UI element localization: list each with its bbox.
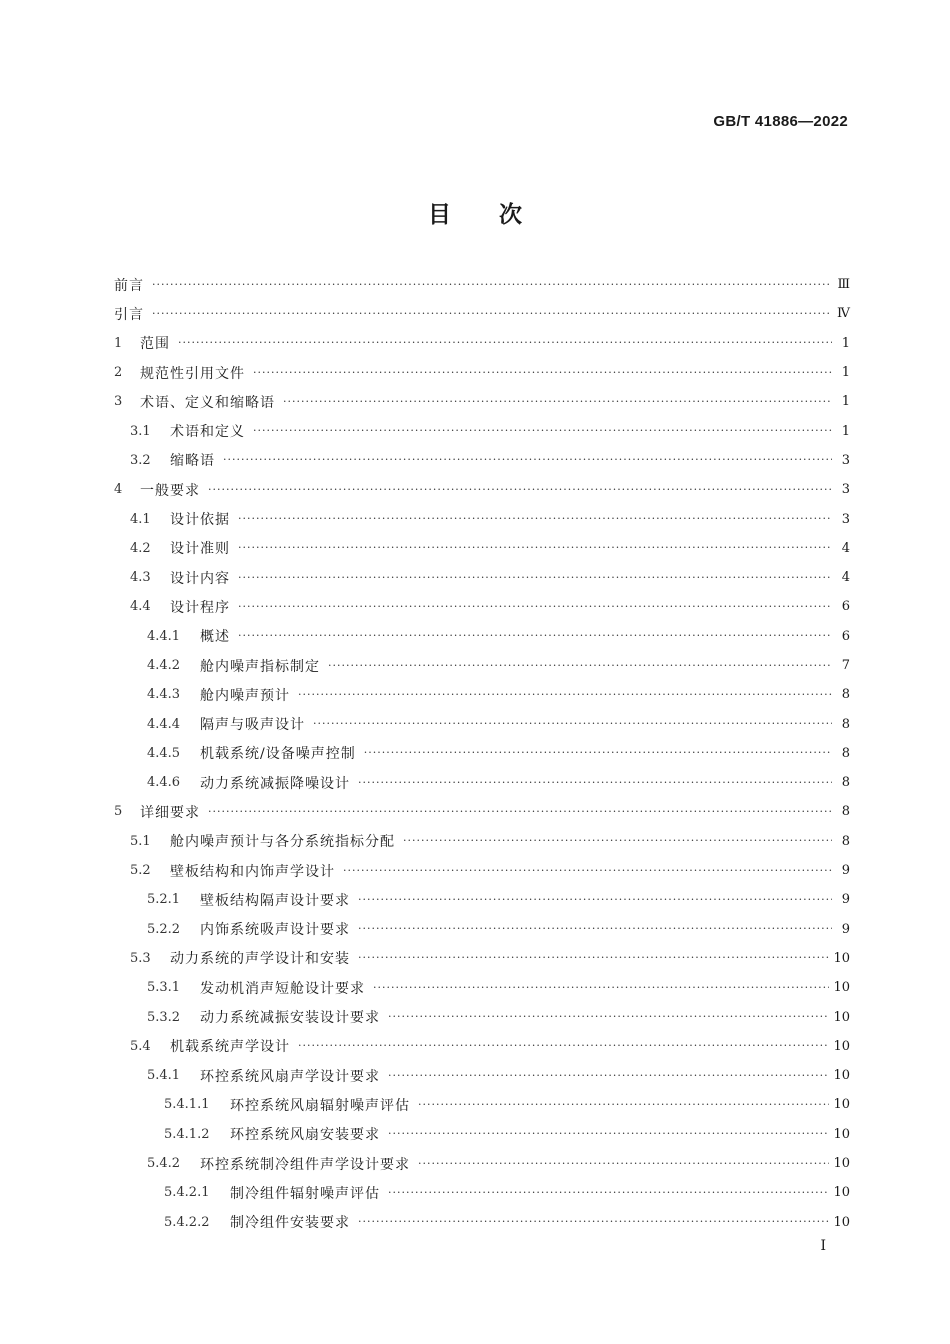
toc-entry-number: 4.4.1	[147, 628, 181, 644]
toc-entry[interactable]	[114, 475, 850, 504]
toc-entry-number: 4.4	[130, 599, 151, 615]
toc-leader-dots	[388, 1127, 829, 1141]
toc-leader-dots	[343, 864, 832, 878]
toc-leader-dots	[238, 600, 832, 614]
toc-entry-page: 8	[841, 745, 850, 761]
toc-entry-page: 4	[841, 570, 850, 586]
toc-entry-number: 5.4	[130, 1038, 151, 1054]
toc-leader-dots	[298, 1039, 829, 1053]
toc-entry-page: 8	[841, 687, 850, 703]
toc-leader-dots	[253, 424, 832, 438]
toc-entry-number: 2	[114, 365, 123, 381]
toc-entry[interactable]	[114, 885, 850, 914]
toc-entry-number: 5.3.1	[147, 980, 181, 996]
toc-entry-number: 5.4.2.2	[164, 1214, 210, 1230]
toc-leader-dots	[388, 1186, 829, 1200]
toc-entry[interactable]	[114, 563, 850, 592]
toc-entry[interactable]	[114, 680, 850, 709]
toc-entry-number: 4.4.6	[147, 775, 181, 791]
toc-entry[interactable]	[114, 299, 850, 328]
toc-entry-number: 5.2.1	[147, 892, 181, 908]
toc-entry-title: 制冷组件安装要求	[230, 1215, 350, 1232]
toc-leader-dots	[358, 776, 832, 790]
toc-entry-title: 设计内容	[170, 570, 230, 587]
toc-entry[interactable]	[114, 915, 850, 944]
toc-leader-dots	[283, 395, 832, 409]
toc-entry[interactable]	[114, 709, 850, 738]
toc-leader-dots	[373, 981, 829, 995]
toc-entry-page: 1	[841, 365, 850, 381]
toc-leader-dots	[328, 659, 832, 673]
toc-entry-title: 一般要求	[140, 482, 200, 499]
toc-entry-title: 环控系统制冷组件声学设计要求	[200, 1156, 410, 1173]
toc-entry-page: 10	[833, 1009, 850, 1025]
toc-entry-page: 4	[841, 540, 850, 556]
toc-entry[interactable]	[114, 1061, 850, 1090]
table-of-contents	[114, 270, 850, 1237]
page-number: I	[820, 1238, 826, 1254]
toc-entry-number: 3	[114, 394, 123, 410]
toc-entry-title: 舱内噪声预计与各分系统指标分配	[170, 834, 395, 851]
toc-entry[interactable]	[114, 827, 850, 856]
toc-entry-title: 概述	[200, 629, 230, 646]
toc-entry-title: 制冷组件辐射噪声评估	[230, 1185, 380, 1202]
toc-entry-page: 10	[833, 980, 850, 996]
standard-code: GB/T 41886—2022	[713, 113, 848, 130]
toc-entry-title: 术语、定义和缩略语	[140, 394, 275, 411]
toc-entry-title: 隔声与吸声设计	[200, 717, 305, 734]
toc-entry-page: Ⅲ	[837, 277, 850, 293]
toc-entry-page: 3	[841, 482, 850, 498]
toc-entry-number: 5.4.2.1	[164, 1185, 210, 1201]
toc-entry[interactable]	[114, 1002, 850, 1031]
toc-entry-number: 5.4.1	[147, 1068, 181, 1084]
toc-entry[interactable]	[114, 534, 850, 563]
toc-entry-title: 术语和定义	[170, 424, 245, 441]
toc-entry-title: 设计准则	[170, 541, 230, 558]
toc-leader-dots	[208, 483, 832, 497]
toc-entry-title: 舱内噪声指标制定	[200, 658, 320, 675]
toc-entry-title: 环控系统风扇声学设计要求	[200, 1068, 380, 1085]
toc-entry-page: 10	[833, 1068, 850, 1084]
toc-entry-number: 5.2	[130, 863, 151, 879]
toc-leader-dots	[388, 1069, 829, 1083]
toc-entry-title: 机载系统声学设计	[170, 1039, 290, 1056]
toc-entry-page: 10	[833, 1214, 850, 1230]
toc-entry-title: 发动机消声短舱设计要求	[200, 980, 365, 997]
toc-entry-number: 4.1	[130, 511, 151, 527]
toc-entry[interactable]	[114, 973, 850, 1002]
toc-leader-dots	[358, 922, 832, 936]
toc-entry[interactable]	[114, 768, 850, 797]
toc-entry-number: 3.1	[130, 423, 151, 439]
toc-leader-dots	[358, 893, 832, 907]
toc-entry-title: 舱内噪声预计	[200, 687, 290, 704]
toc-leader-dots	[178, 336, 832, 350]
toc-entry-number: 1	[114, 335, 123, 351]
toc-entry-page: 1	[841, 423, 850, 439]
toc-entry-page: 8	[841, 833, 850, 849]
toc-entry-page: 8	[841, 716, 850, 732]
toc-entry-number: 5.3	[130, 950, 151, 966]
toc-entry-number: 3.2	[130, 452, 151, 468]
toc-entry-page: 10	[833, 1156, 850, 1172]
toc-entry-number: 5.3.2	[147, 1009, 181, 1025]
toc-entry-page: 6	[841, 628, 850, 644]
toc-leader-dots	[358, 951, 829, 965]
toc-entry[interactable]	[114, 1178, 850, 1207]
toc-entry-page: 10	[833, 1185, 850, 1201]
toc-entry-title: 规范性引用文件	[140, 365, 245, 382]
toc-entry-page: 9	[841, 863, 850, 879]
toc-leader-dots	[223, 453, 832, 467]
toc-entry-page: 10	[833, 1097, 850, 1113]
toc-entry-title: 范围	[140, 336, 170, 353]
toc-leader-dots	[238, 541, 832, 555]
toc-entry[interactable]	[114, 387, 850, 416]
toc-leader-dots	[403, 834, 832, 848]
toc-entry-page: 7	[841, 658, 850, 673]
toc-entry-page: 3	[841, 452, 850, 468]
toc-leader-dots	[358, 1215, 829, 1229]
toc-entry-title: 缩略语	[170, 453, 215, 470]
toc-entry-number: 4.4.5	[147, 745, 181, 761]
page-title: 目次	[428, 202, 570, 228]
toc-leader-dots	[253, 366, 832, 380]
toc-entry-title: 引言	[114, 306, 144, 323]
toc-entry[interactable]	[114, 416, 850, 445]
toc-entry-title: 前言	[114, 277, 144, 294]
toc-leader-dots	[313, 717, 832, 731]
toc-leader-dots	[364, 746, 832, 760]
toc-leader-dots	[418, 1157, 829, 1171]
toc-entry[interactable]	[114, 592, 850, 621]
toc-entry-page: 6	[841, 599, 850, 615]
toc-entry-number: 5.4.2	[147, 1156, 181, 1172]
toc-entry-page: 10	[833, 950, 850, 966]
toc-leader-dots	[238, 571, 832, 585]
toc-leader-dots	[418, 1098, 829, 1112]
toc-entry-title: 动力系统减振安装设计要求	[200, 1010, 380, 1027]
toc-entry[interactable]	[114, 270, 850, 299]
toc-entry-title: 设计依据	[170, 512, 230, 529]
toc-entry-title: 机载系统/设备噪声控制	[200, 746, 356, 763]
toc-entry[interactable]	[114, 358, 850, 387]
toc-entry[interactable]	[114, 739, 850, 768]
toc-leader-dots	[152, 278, 832, 292]
toc-entry[interactable]	[114, 446, 850, 475]
toc-entry-page: 10	[833, 1038, 850, 1054]
toc-entry-number: 4	[114, 482, 123, 498]
toc-entry-title: 动力系统的声学设计和安装	[170, 951, 350, 968]
toc-entry-number: 4.4.3	[147, 687, 181, 703]
toc-entry[interactable]	[114, 329, 850, 358]
toc-leader-dots	[238, 512, 832, 526]
toc-entry[interactable]	[114, 622, 850, 651]
toc-entry[interactable]	[114, 944, 850, 973]
toc-entry-title: 环控系统风扇辐射噪声评估	[230, 1097, 410, 1114]
toc-entry-page: 1	[841, 394, 850, 410]
toc-entry-title: 内饰系统吸声设计要求	[200, 922, 350, 939]
toc-leader-dots	[152, 307, 832, 321]
toc-entry[interactable]	[114, 856, 850, 885]
toc-entry[interactable]	[114, 1120, 850, 1149]
toc-entry-number: 5.4.1.2	[164, 1126, 210, 1142]
toc-entry-title: 详细要求	[140, 804, 200, 821]
toc-entry-title: 动力系统减振降噪设计	[200, 775, 350, 792]
toc-entry-number: 4.2	[130, 540, 151, 556]
toc-entry[interactable]	[114, 651, 850, 680]
toc-entry-title: 设计程序	[170, 599, 230, 616]
toc-entry-page: 9	[841, 921, 850, 937]
toc-entry[interactable]	[114, 1032, 850, 1061]
toc-entry-title: 环控系统风扇安装要求	[230, 1127, 380, 1144]
toc-entry-page: 3	[841, 511, 850, 527]
toc-entry-page: 8	[841, 775, 850, 791]
toc-entry[interactable]	[114, 1208, 850, 1237]
toc-leader-dots	[298, 688, 832, 702]
toc-entry-page: Ⅳ	[837, 306, 850, 322]
toc-leader-dots	[238, 629, 832, 643]
toc-entry-number: 5.1	[130, 833, 151, 849]
toc-entry-number: 5	[114, 804, 123, 820]
toc-entry-page: 9	[841, 892, 850, 908]
toc-entry[interactable]	[114, 797, 850, 826]
toc-entry-number: 4.4.4	[147, 716, 181, 732]
toc-entry-page: 8	[841, 804, 850, 820]
toc-entry-page: 10	[833, 1126, 850, 1142]
toc-entry[interactable]	[114, 1149, 850, 1178]
toc-entry-number: 5.4.1.1	[164, 1097, 210, 1113]
toc-entry-page: 1	[841, 335, 850, 351]
toc-entry[interactable]	[114, 1090, 850, 1119]
toc-entry-title: 壁板结构和内饰声学设计	[170, 863, 335, 880]
toc-entry-number: 5.2.2	[147, 921, 181, 937]
toc-entry-number: 4.3	[130, 570, 151, 586]
toc-entry[interactable]	[114, 504, 850, 533]
toc-entry-title: 壁板结构隔声设计要求	[200, 892, 350, 909]
toc-entry-number: 4.4.2	[147, 658, 181, 673]
toc-leader-dots	[388, 1010, 829, 1024]
toc-leader-dots	[208, 805, 832, 819]
